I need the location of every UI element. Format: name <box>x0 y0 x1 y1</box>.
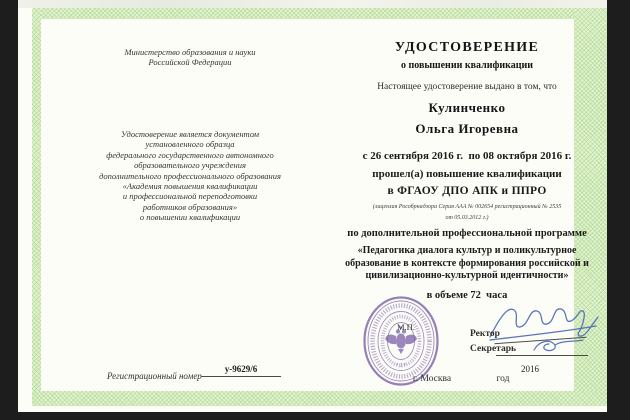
issuer-statement <box>40 129 340 223</box>
program-title-line: образование в контексте формирования российской и <box>345 257 589 269</box>
year-value: 2016 <box>521 364 539 374</box>
issuer-line: федерального государственного автономного <box>106 149 274 160</box>
program-title <box>318 245 616 283</box>
registration-number-value: у-9629/6 <box>201 364 281 377</box>
issuer-line: о повышении квалификации <box>139 212 241 223</box>
issuer-line: дополнительного профессионального образования <box>99 170 281 181</box>
place-of-seal-label: М.П. <box>397 322 415 332</box>
certificate-subtitle: о повышении квалификации <box>400 60 534 71</box>
certificate-page <box>18 0 607 412</box>
rector-label: Ректор <box>470 329 500 339</box>
ministry-line: Российской Федерации <box>148 57 232 67</box>
program-title-line: цивилизационно-культурной идентичности» <box>365 270 569 282</box>
year-word-label: год <box>496 374 510 384</box>
course-volume: в объеме 72 часа <box>426 290 508 301</box>
action-line: прошел(а) повышение квалификации <box>372 168 562 180</box>
issuer-line: работников образования» <box>142 201 238 212</box>
stamp-number: * 2 * <box>396 363 406 369</box>
ministry-header <box>40 47 340 67</box>
holder-surname: Кулинченко <box>428 100 506 115</box>
ministry-line: Министерство образования и науки <box>124 47 256 57</box>
course-period: с 26 сентября 2016 г. по 08 октября 2016 г. <box>362 150 572 162</box>
city-label: г. Москва <box>412 374 452 384</box>
guilloche-border-bottom <box>32 391 607 406</box>
registration-number-label: Регистрационный номер <box>107 371 202 381</box>
issuer-line: и профессиональной переподготовки <box>122 191 258 202</box>
guilloche-border-top <box>32 8 607 19</box>
program-title-line: «Педагогика диалога культур и поликультурное <box>357 245 577 256</box>
issuer-line: образовательного учреждения <box>134 160 246 171</box>
issuer-line: Удостоверение является документом <box>120 129 260 139</box>
certificate-title: УДОСТОВЕРЕНИЕ <box>394 40 540 55</box>
program-intro: по дополнительной профессиональной программе <box>347 228 587 239</box>
holder-first-name: Ольга Игоревна <box>415 121 519 136</box>
secretary-label: Секретарь <box>470 344 517 354</box>
issuer-line: «Академия повышения квалификации <box>122 181 258 192</box>
secretary-signature <box>530 337 586 355</box>
issuer-line: установленного образца <box>145 139 235 150</box>
intro-line: Настоящее удостоверение выдано в том, что <box>377 82 557 92</box>
organization-line: в ФГАОУ ДПО АПК и ППРО <box>387 185 547 197</box>
license-line: от 05.03.2012 г.) <box>445 214 489 221</box>
license-line: (лицензия Рособрнадзора Серия ААА № 002654 регистрационный № 2535 <box>372 204 562 210</box>
